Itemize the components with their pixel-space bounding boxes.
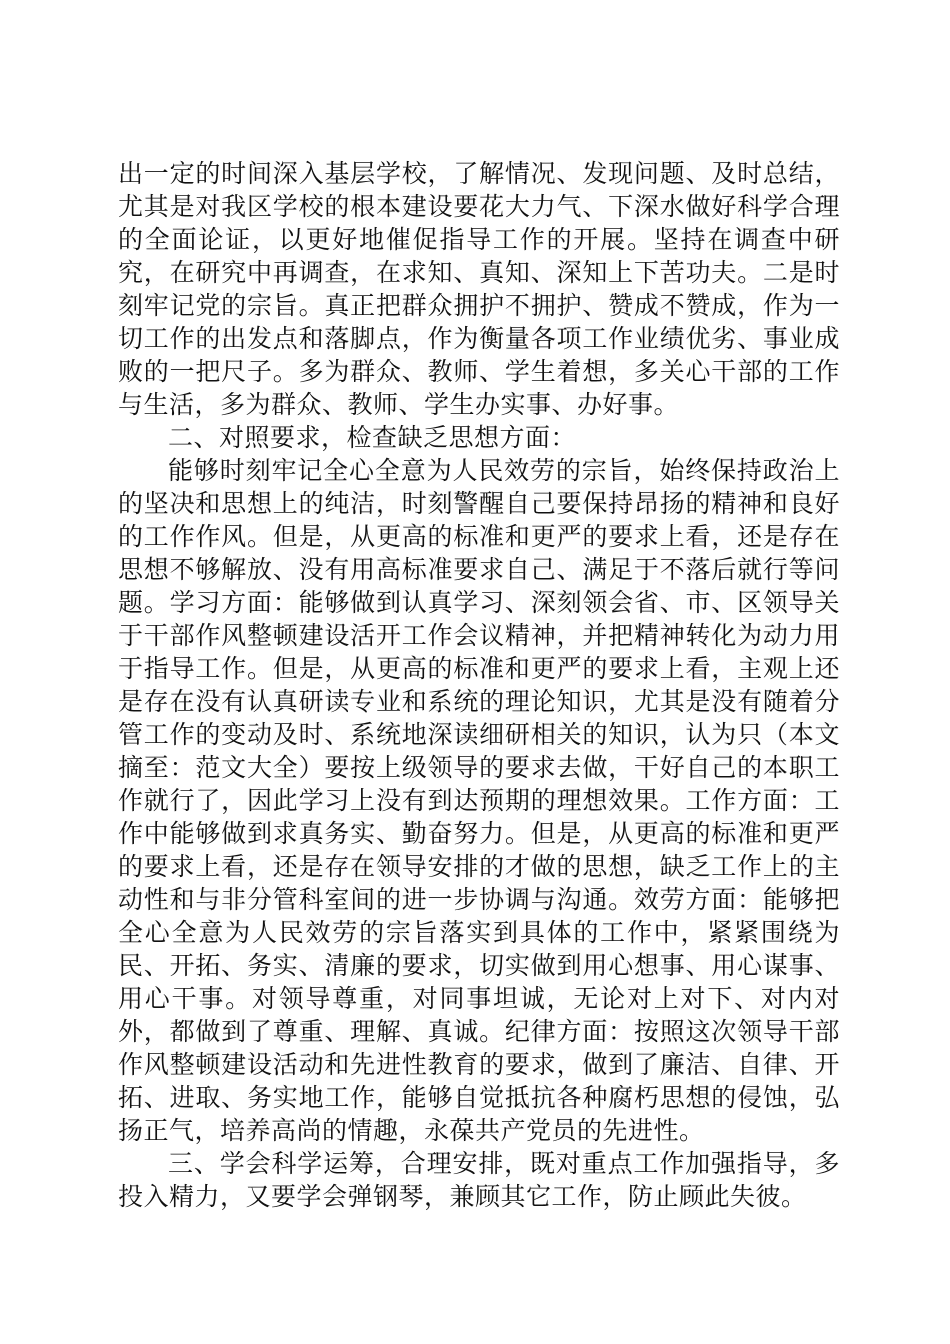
paragraph-3: 能够时刻牢记全心全意为人民效劳的宗旨，始终保持政治上的坚决和思想上的纯洁，时刻警醒自己要保持昂扬的精神和良好的工作作风。但是，从更高的标准和更严的要求上看，还是存在思想不够解放、没有用高标准要求自己、满足于不落后就行等问题。学习方面：能够做到认真学习、深刻领会省、市、区领导关于干部作风整顿建设活开工作会议精神，并把精神转化为动力用于指导工作。但是，从更高的标准和更严的要求上看，主观上还是存在没有认真研读专业和系统的理论知识，尤其是没有随着分管工作的变动及时、系统地深读细研相关的知识，认为只（本文摘至：范文大全）要按上级领导的要求去做，干好自己的本职工作就行了，因此学习上没有到达预期的理想效果。工作方面：工作中能够做到求真务实、勤奋努力。但是，从更高的标准和更严的要求上看，还是存在领导安排的才做的思想，缺乏工作上的主动性和与非分管科室间的进一步协调与沟通。效劳方面：能够把全心全意为人民效劳的宗旨落实到具体的工作中，紧紧围绕为民、开拓、务实、清廉的要求，切实做到用心想事、用心谋事、用心干事。对领导尊重，对同事坦诚，无论对上对下、对内对外，都做到了尊重、理解、真诚。纪律方面：按照这次领导干部作风整顿建设活动和先进性教育的要求，做到了廉洁、自律、开拓、进取、务实地工作，能够自觉抵抗各种腐朽思想的侵蚀，弘扬正气，培养高尚的情趣，永葆共产党员的先进性。 <box>118 456 840 1145</box>
section-heading-3: 三、学会科学运筹，合理安排，既对重点工作加强指导，多投入精力，又要学会弹钢琴，兼顾其它工作，防止顾此失彼。 <box>118 1149 840 1211</box>
paragraph-1: 出一定的时间深入基层学校，了解情况、发现问题、及时总结，尤其是对我区学校的根本建设要花大力气、下深水做好科学合理的全面论证，以更好地催促指导工作的开展。坚持在调查中研究，在研究中再调查，在求知、真知、深知上下苦功夫。二是时刻牢记党的宗旨。真正把群众拥护不拥护、赞成不赞成，作为一切工作的出发点和落脚点，作为衡量各项工作业绩优劣、事业成败的一把尺子。多为群众、教师、学生着想，多关心干部的工作与生活，多为群众、教师、学生办实事、办好事。 <box>118 159 840 419</box>
document-body <box>118 157 840 1213</box>
section-heading-2: 二、对照要求，检查缺乏思想方面： <box>168 423 577 452</box>
